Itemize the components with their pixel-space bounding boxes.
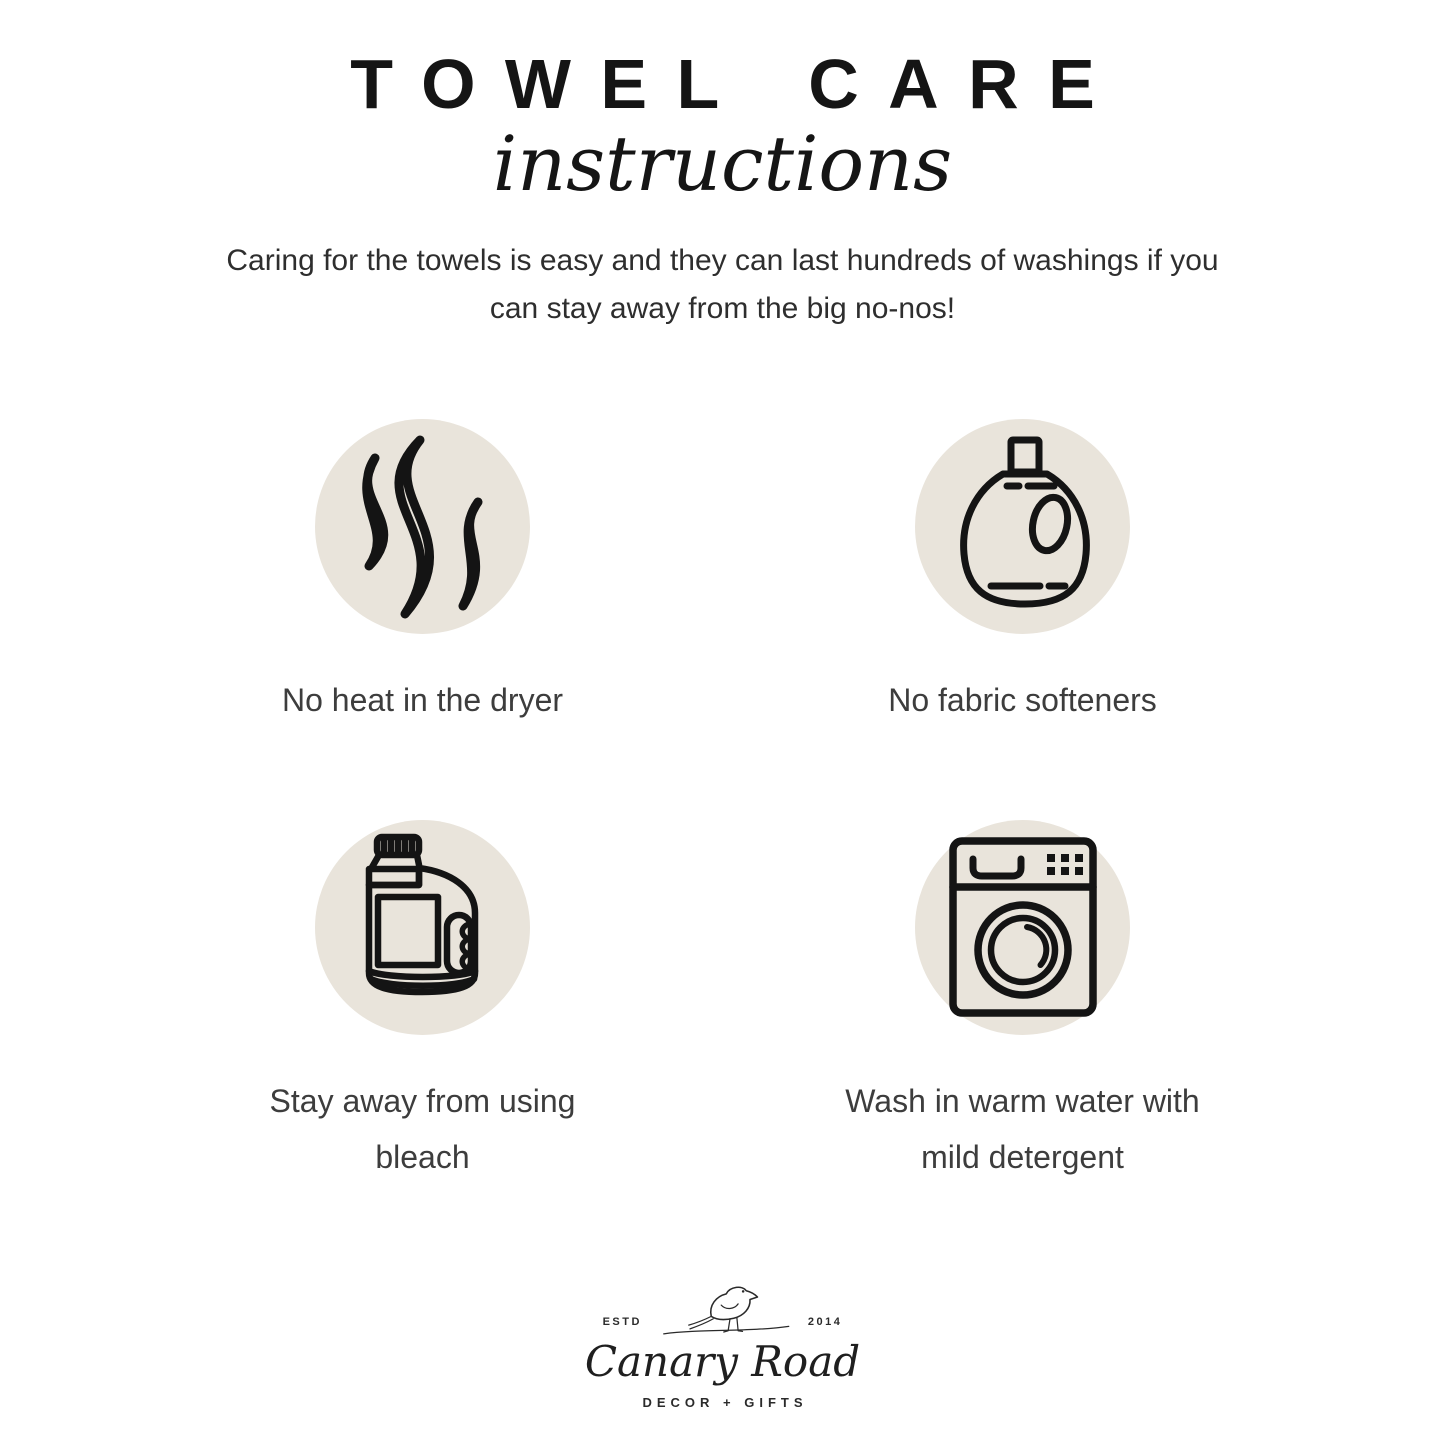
page-title: TOWEL CARE — [350, 45, 1125, 123]
estd-row — [603, 1271, 843, 1343]
brand-name: Canary Road — [584, 1336, 861, 1386]
intro-line-1: Caring for the towels is easy and they can last hundreds of washings if you — [226, 243, 1219, 277]
icon-circle — [915, 820, 1130, 1035]
instruction-label: Stay away from using bleach — [269, 1082, 576, 1175]
icon-circle — [315, 820, 530, 1035]
heat-waves-icon — [323, 426, 523, 626]
page-subtitle-script: instructions — [492, 118, 953, 208]
detergent-bottle-icon — [923, 426, 1123, 626]
intro-text — [123, 237, 1323, 333]
intro-line-2: can stay away from the big no-nos! — [489, 291, 956, 325]
brand-tagline: DECOR + GIFTS — [642, 1395, 808, 1411]
canary-bird-icon — [650, 1271, 800, 1343]
bleach-jug-icon — [323, 827, 523, 1027]
estd-label: ESTD — [602, 1315, 642, 1328]
icon-circle — [915, 419, 1130, 634]
instruction-item-heat — [123, 419, 723, 728]
instruction-item-wash — [723, 820, 1323, 1185]
instruction-item-softener — [723, 419, 1323, 728]
instructions-grid — [123, 419, 1323, 1185]
instruction-label: No heat in the dryer — [281, 681, 564, 718]
instruction-label: Wash in warm water with mild detergent — [845, 1082, 1200, 1175]
instruction-label: No fabric softeners — [888, 681, 1157, 718]
year-label: 2014 — [807, 1315, 843, 1328]
brand-logo — [0, 1271, 1445, 1410]
instruction-item-bleach — [123, 820, 723, 1185]
icon-circle — [315, 419, 530, 634]
washing-machine-icon — [923, 827, 1123, 1027]
